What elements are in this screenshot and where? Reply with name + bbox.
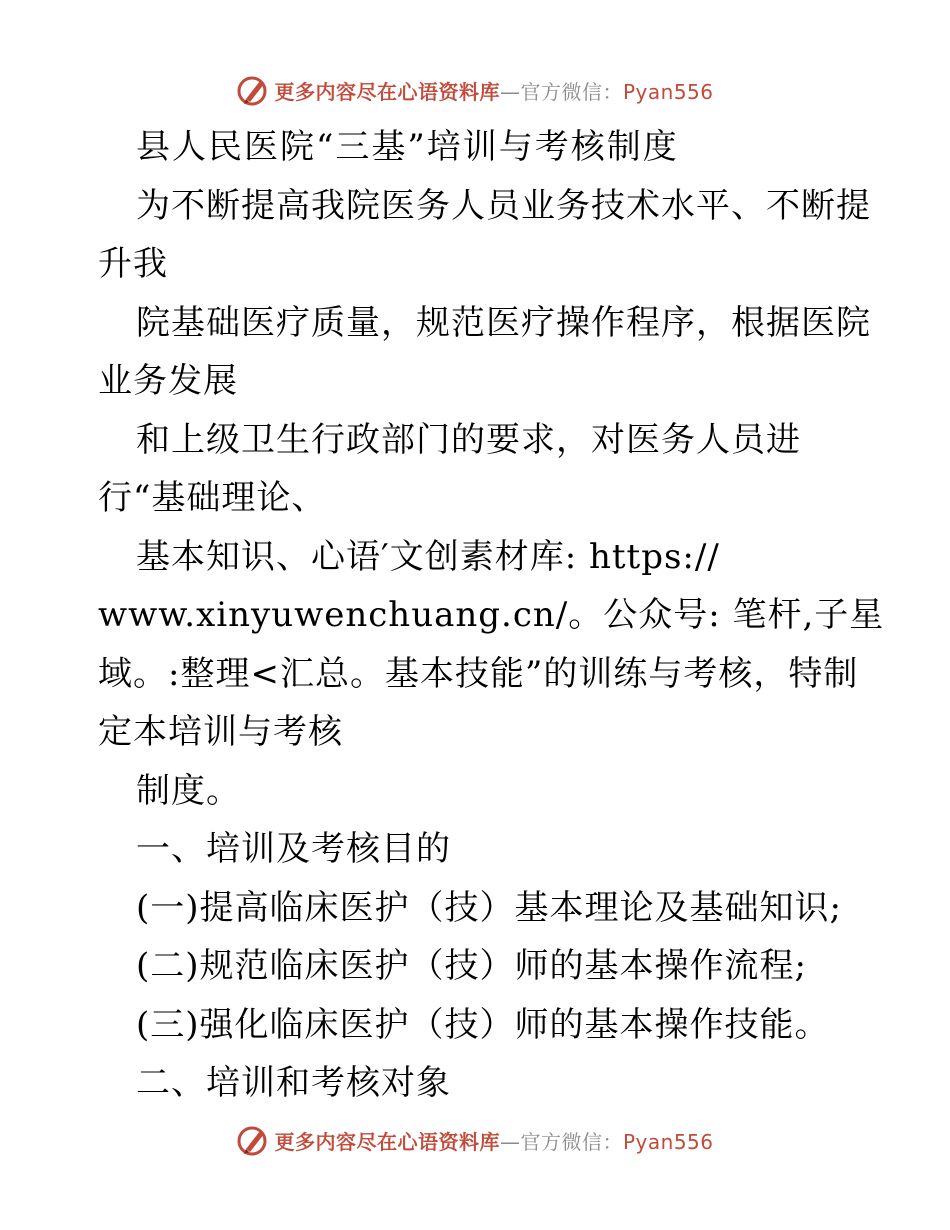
paragraph-line: 院基础医疗质量，规范医疗操作程序，根据医院 bbox=[136, 302, 871, 343]
banner-wechat-label: 官方微信： bbox=[520, 79, 623, 104]
banner-main-text: 更多内容尽在心语资料库 bbox=[274, 1129, 500, 1154]
header-banner bbox=[0, 70, 950, 110]
paragraph-line: 基本知识、心语′文创素材库: https:// bbox=[136, 536, 720, 577]
document-title: 县人民医院“三基”培训与考核制度 bbox=[136, 127, 679, 167]
paragraph-line: 制度。 bbox=[136, 770, 241, 811]
pen-logo-icon bbox=[236, 73, 270, 107]
banner-dash: — bbox=[499, 79, 521, 104]
list-item: (二)规范临床医护（技）师的基本操作流程; bbox=[136, 946, 807, 986]
banner-text bbox=[274, 1126, 713, 1155]
pen-logo-icon bbox=[236, 1123, 270, 1157]
banner-wechat-id: Pyan556 bbox=[622, 1129, 714, 1154]
paragraph-line: 域。:整理<汇总。基本技能”的训练与考核，特制 bbox=[98, 653, 859, 694]
list-item: (三)强化临床医护（技）师的基本操作技能。 bbox=[136, 1004, 830, 1045]
section-heading: 一、培训及考核目的 bbox=[136, 829, 451, 869]
paragraph-line: 定本培训与考核 bbox=[98, 712, 343, 752]
banner-wechat-id: Pyan556 bbox=[622, 79, 714, 104]
banner-main-text: 更多内容尽在心语资料库 bbox=[274, 79, 500, 104]
paragraph-line: www.xinyuwenchuang.cn/。公众号: 笔杆,子星 bbox=[98, 595, 885, 635]
paragraph-line: 业务发展 bbox=[98, 361, 238, 401]
document-body bbox=[98, 118, 885, 1113]
paragraph-line: 行“基础理论、 bbox=[98, 478, 327, 518]
banner-dash: — bbox=[499, 1129, 521, 1154]
list-item: (一)提高临床医护（技）基本理论及基础知识; bbox=[136, 887, 842, 928]
footer-banner bbox=[0, 1120, 950, 1160]
banner-wechat-label: 官方微信： bbox=[520, 1129, 623, 1154]
paragraph-line: 和上级卫生行政部门的要求，对医务人员进 bbox=[136, 419, 801, 460]
banner-text bbox=[274, 76, 713, 105]
paragraph-line: 升我 bbox=[98, 244, 168, 284]
paragraph-line: 为不断提高我院医务人员业务技术水平、不断提 bbox=[136, 185, 871, 226]
section-heading: 二、培训和考核对象 bbox=[136, 1063, 451, 1103]
